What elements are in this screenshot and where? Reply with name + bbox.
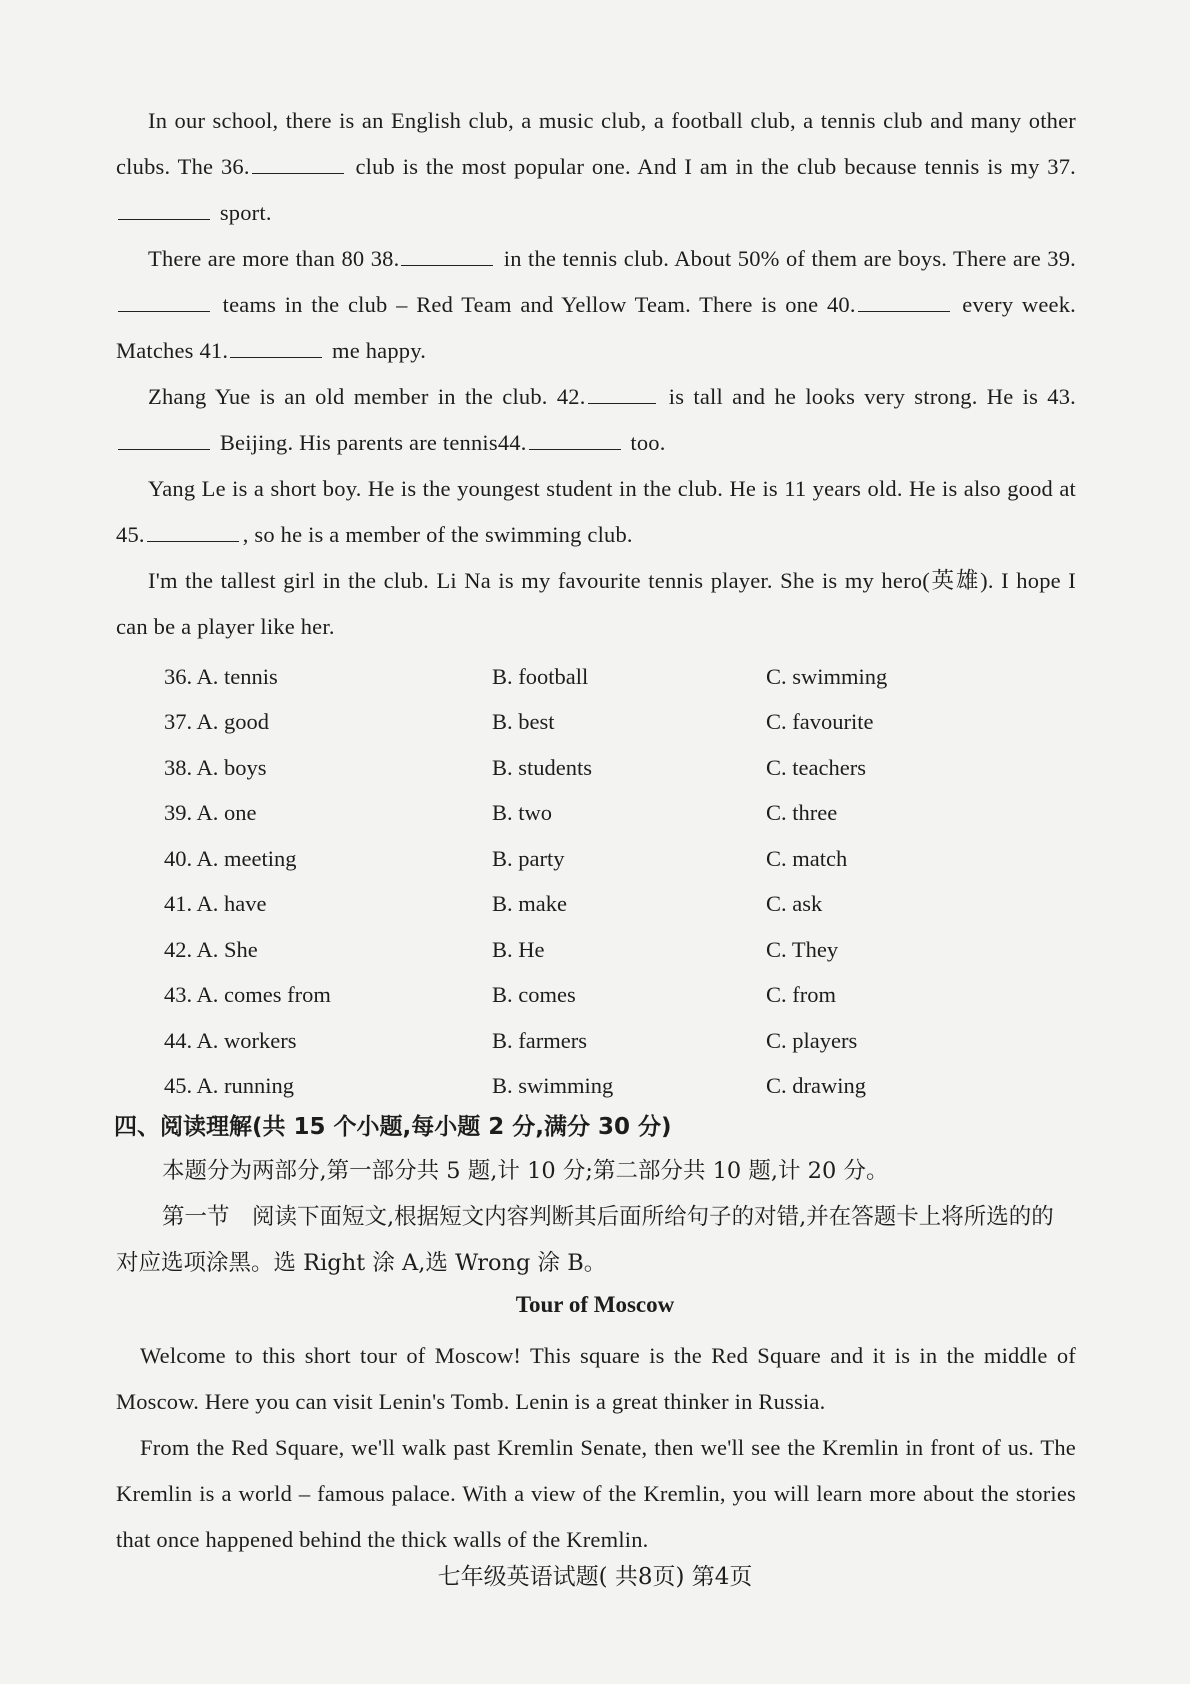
text: is tall and he looks very strong. He is [659, 384, 1048, 409]
option-a: 45. A. running [164, 1073, 295, 1099]
blank-41 [230, 339, 322, 358]
option-a: 42. A. She [164, 936, 258, 962]
option-a: 38. A. boys [164, 754, 267, 780]
option-row-36 [164, 654, 1004, 700]
option-b: B. two [492, 800, 553, 826]
section-heading: 四、阅读理解(共 15 个小题,每小题 2 分,满分 30 分) [114, 1114, 672, 1140]
option-b: B. make [492, 891, 567, 917]
text: too. [624, 430, 666, 455]
option-row-38 [164, 745, 1004, 791]
cloze-paragraph-5 [116, 558, 1076, 650]
option-a: 36. A. tennis [164, 663, 278, 689]
article-paragraph-1 [116, 1333, 1076, 1425]
option-a: 41. A. have [164, 891, 267, 917]
blank-number-38: 38. [370, 246, 400, 271]
option-c: C. match [766, 845, 848, 871]
option-row-43 [164, 973, 1004, 1019]
cloze-paragraph-1 [116, 98, 1076, 236]
text: Welcome to this short tour of Moscow! This square is the Red Square and it is in the middle of Moscow. Here you can visit Lenin's Tomb. Lenin is a great thinker in Russia. [116, 1343, 1076, 1414]
answer-options [164, 654, 1004, 1109]
option-row-40 [164, 836, 1004, 882]
blank-number-39: 39. [1047, 246, 1076, 271]
option-c: C. three [766, 800, 838, 826]
blank-number-42: 42. [556, 384, 586, 409]
option-row-39 [164, 791, 1004, 837]
blank-39 [118, 293, 210, 312]
text: me happy. [326, 338, 427, 363]
option-b: B. farmers [492, 1027, 587, 1053]
option-c: C. players [766, 1027, 858, 1053]
option-c: C. drawing [766, 1073, 866, 1099]
option-c: C. teachers [766, 754, 866, 780]
option-a: 40. A. meeting [164, 845, 297, 871]
option-a: 43. A. comes from [164, 982, 331, 1008]
section-intro [116, 1148, 1076, 1194]
blank-36 [252, 155, 344, 174]
option-row-45 [164, 1064, 1004, 1110]
option-c: C. favourite [766, 709, 874, 735]
text: in the tennis club. About 50% of them are boys. There are [497, 246, 1048, 271]
blank-42 [588, 385, 656, 404]
article-paragraph-2 [116, 1425, 1076, 1563]
page-footer: 七年级英语试题( 共8页) 第4页 [437, 1564, 753, 1590]
option-row-37 [164, 700, 1004, 746]
option-c: C. swimming [766, 663, 888, 689]
option-b: B. students [492, 754, 593, 780]
option-b: B. party [492, 845, 565, 871]
part1-instructions [116, 1194, 1076, 1286]
option-c: C. They [766, 936, 839, 962]
text: 第一节 阅读下面短文,根据短文内容判断其后面所给句子的对错,并在答题卡上将所选的的对应选项涂黑。选 Right 涂 A,选 Wrong 涂 B。 [116, 1204, 1054, 1276]
text: I'm the tallest girl in the club. Li Na is my favourite tennis player. She is my hero(英雄). I hope I can be a player like her. [116, 568, 1076, 639]
cloze-paragraph-2 [116, 236, 1076, 374]
option-a: 37. A. good [164, 709, 270, 735]
option-row-42 [164, 927, 1004, 973]
option-b: B. He [492, 936, 545, 962]
blank-number-44: 44. [497, 430, 527, 455]
blank-number-40: 40. [826, 292, 856, 317]
blank-44 [529, 431, 621, 450]
blank-37 [118, 201, 210, 220]
option-b: B. best [492, 709, 555, 735]
option-row-41 [164, 882, 1004, 928]
blank-43 [118, 431, 210, 450]
option-b: B. comes [492, 982, 576, 1008]
cloze-paragraph-4 [116, 466, 1076, 558]
text: Yang Le is a short boy. He is the youngest student in the club. He is 11 years old. He is also good at [148, 476, 1076, 501]
blank-number-45: 45. [116, 522, 145, 547]
text: sport. [214, 200, 272, 225]
article-title: Tour of Moscow [515, 1292, 675, 1317]
option-a: 44. A. workers [164, 1027, 297, 1053]
blank-40 [858, 293, 950, 312]
blank-45 [147, 523, 239, 542]
option-row-44 [164, 1018, 1004, 1064]
option-b: B. swimming [492, 1073, 614, 1099]
blank-number-43: 43. [1047, 384, 1076, 409]
text: club is the most popular one. And I am in the club because tennis is my [347, 154, 1048, 179]
blank-38 [401, 247, 493, 266]
text: There are more than 80 [148, 246, 371, 271]
text: every week. Matches [116, 292, 1076, 363]
text: In our school, there is an English club, a music club, a football club, a tennis club and many other clubs. The [116, 108, 1076, 179]
blank-number-36: 36. [220, 154, 250, 179]
option-c: C. from [766, 982, 836, 1008]
text: 本题分为两部分,第一部分共 5 题,计 10 分;第二部分共 10 题,计 20 分。 [162, 1158, 889, 1184]
text: Beijing. His parents are tennis [214, 430, 498, 455]
option-a: 39. A. one [164, 800, 257, 826]
text: Zhang Yue is an old member in the club. [148, 384, 557, 409]
text: , so he is a member of the swimming club. [242, 522, 633, 547]
blank-number-41: 41. [199, 338, 229, 363]
text: teams in the club – Red Team and Yellow Team. There is one [214, 292, 827, 317]
text: From the Red Square, we'll walk past Kremlin Senate, then we'll see the Kremlin in front of us. The Kremlin is a world – famous palace. With a view of the Kremlin, you will learn more about the stories that once happened behind the thick walls of the Kremlin. [116, 1435, 1076, 1552]
option-b: B. football [492, 663, 589, 689]
option-c: C. ask [766, 891, 823, 917]
blank-number-37: 37. [1047, 154, 1076, 179]
cloze-paragraph-3 [116, 374, 1076, 466]
